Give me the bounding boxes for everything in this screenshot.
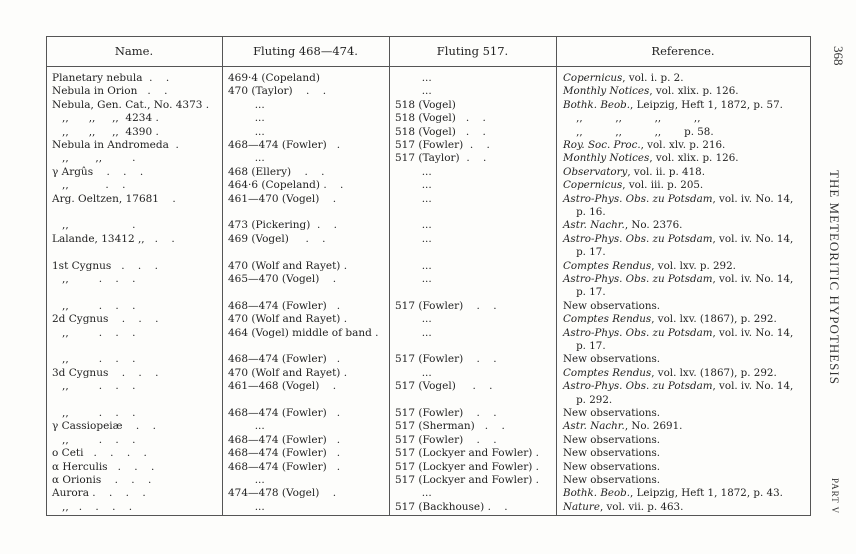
fluting-468-cell: 464 (Vogel) middle of band . [228, 326, 379, 339]
fluting-517-cell: 517 (Fowler) . . [395, 353, 497, 366]
fluting-468-cell: 468—474 (Fowler) . [228, 460, 341, 473]
fluting-517-cell: ... [395, 85, 432, 98]
reference-cell: Astro-Phys. Obs. zu Potsdam, vol. iv. No. 14, [563, 273, 794, 285]
reference-cell: New observations. [563, 407, 661, 419]
name-cell: ,, . . . [52, 299, 136, 312]
reference-cell: Comptes Rendus, vol. lxv. (1867), p. 292. [563, 313, 777, 326]
name-cell: 3d Cygnus . . . [52, 366, 159, 379]
fluting-468-cell: 468 (Ellery) . . [228, 165, 325, 178]
reference-cell: Copernicus, vol. i. p. 2. [563, 72, 684, 84]
reference-cell: Astro-Phys. Obs. zu Potsdam, vol. iv. No. 14, [563, 192, 794, 205]
page-number: 368 [831, 46, 846, 66]
fluting-468-cell: 469·4 (Copeland) [228, 72, 320, 84]
fluting-468-cell: 473 (Pickering) . . [228, 219, 338, 232]
name-cell: Lalande, 13412 ,, . . [52, 232, 175, 245]
header-rule [46, 66, 810, 67]
fluting-468-cell: 468—474 (Fowler) . [228, 353, 341, 366]
name-cell: ,, . . . [52, 353, 136, 366]
name-cell: α Orionis . . . [52, 474, 152, 486]
fluting-468-cell: 468—474 (Fowler) . [228, 447, 341, 460]
reference-cell: Copernicus, vol. iii. p. 205. [563, 179, 704, 192]
reference-cell: New observations. [563, 299, 661, 312]
fluting-468-cell: 464·6 (Copeland) . . [228, 179, 344, 192]
reference-cell: New observations. [563, 433, 661, 446]
reference-cell: Monthly Notices, vol. xlix. p. 126. [563, 152, 739, 165]
header-name: Name. [114, 44, 154, 58]
fluting-468-cell: 474—478 (Vogel) . [228, 487, 337, 500]
reference-cell: Bothk. Beob., Leipzig, Heft 1, 1872, p. 43. [563, 487, 783, 500]
name-cell: γ Argûs . . . [52, 165, 144, 178]
fluting-468-cell: ... [228, 98, 265, 111]
reference-cell: p. 292. [563, 393, 613, 406]
name-cell: γ Cassiopeiæ . . [52, 420, 156, 433]
name-cell: 2d Cygnus . . . [52, 313, 159, 326]
fluting-468-cell: ... [228, 152, 265, 165]
fluting-468-cell: 468—474 (Fowler) . [228, 433, 341, 446]
fluting-468-cell: 470 (Wolf and Rayet) . [228, 313, 348, 326]
name-cell: ,, ,, ,, 4234 . [52, 112, 159, 125]
fluting-517-cell: 517 (Sherman) . . [395, 420, 505, 433]
column-divider [389, 36, 390, 515]
reference-cell: Observatory, vol. ii. p. 418. [563, 165, 705, 178]
fluting-468-cell: ... [228, 125, 265, 138]
reference-cell: New observations. [563, 353, 661, 366]
fluting-517-cell: 517 (Lockyer and Fowler) . [395, 474, 539, 486]
reference-cell: Astro-Phys. Obs. zu Potsdam, vol. iv. No. 14, [563, 232, 794, 245]
reference-cell: p. 16. [563, 206, 606, 218]
name-cell: ,, . . . [52, 380, 136, 393]
fluting-517-cell: 517 (Taylor) . . [395, 152, 487, 165]
fluting-468-cell: 465—470 (Vogel) . [228, 273, 337, 285]
fluting-517-cell: 518 (Vogel) . . [395, 125, 486, 138]
fluting-517-cell: ... [395, 326, 432, 339]
name-cell: 1st Cygnus . . . [52, 259, 158, 272]
fluting-517-cell: ... [395, 192, 432, 205]
reference-cell: p. 17. [563, 340, 606, 352]
part-label: PART V [830, 478, 840, 515]
fluting-517-cell: 517 (Lockyer and Fowler) . [395, 447, 539, 460]
reference-cell: Comptes Rendus, vol. lxv. p. 292. [563, 259, 736, 272]
name-cell: ,, . . . [52, 273, 136, 285]
fluting-468-cell: ... [228, 474, 265, 486]
name-cell: Nebula in Andromeda . [52, 139, 179, 151]
header-fluting-517: Fluting 517. [436, 44, 509, 58]
name-cell: ,, . . . [52, 433, 136, 446]
fluting-517-cell: 518 (Vogel) . . [395, 112, 486, 125]
fluting-517-cell: ... [395, 273, 432, 285]
fluting-517-cell: ... [395, 366, 432, 379]
fluting-517-cell: ... [395, 259, 432, 272]
name-cell: ,, . . . [52, 407, 136, 419]
reference-cell: New observations. [563, 447, 661, 460]
header-reference: Reference. [651, 44, 715, 58]
name-cell: Arg. Oeltzen, 17681 . [52, 192, 176, 205]
reference-cell: Astro-Phys. Obs. zu Potsdam, vol. iv. No. 14, [563, 326, 794, 339]
reference-cell: p. 17. [563, 286, 606, 299]
fluting-517-cell: 517 (Lockyer and Fowler) . [395, 460, 539, 473]
fluting-517-cell: ... [395, 219, 432, 232]
name-cell: α Herculis . . . [52, 460, 155, 473]
reference-cell: New observations. [563, 474, 661, 486]
fluting-517-cell: 517 (Fowler) . . [395, 139, 490, 151]
name-cell: ο Ceti . . . . [52, 447, 147, 460]
name-cell: Planetary nebula . . [52, 72, 170, 84]
fluting-468-cell: 461—470 (Vogel) . [228, 192, 337, 205]
name-cell: ,, . . . [52, 326, 136, 339]
fluting-517-cell: 517 (Fowler) . . [395, 299, 497, 312]
name-cell: ,, . . [52, 179, 126, 192]
fluting-517-cell: ... [395, 487, 432, 500]
reference-cell: Nature, vol. vii. p. 463. [563, 500, 684, 513]
fluting-468-cell: 468—474 (Fowler) . [228, 139, 341, 151]
name-cell: ,, . [52, 219, 136, 232]
fluting-517-cell: 517 (Fowler) . . [395, 407, 497, 419]
fluting-468-cell: ... [228, 420, 265, 433]
fluting-517-cell: ... [395, 72, 432, 84]
fluting-468-cell: 470 (Wolf and Rayet) . [228, 366, 348, 379]
name-cell: ,, ,, . [52, 152, 136, 165]
column-divider [222, 36, 223, 515]
fluting-517-cell: 517 (Backhouse) . . [395, 500, 508, 513]
fluting-468-cell: ... [228, 500, 265, 513]
column-divider [556, 36, 557, 515]
reference-cell: New observations. [563, 460, 661, 473]
reference-cell: Astro-Phys. Obs. zu Potsdam, vol. iv. No. 14, [563, 380, 794, 393]
reference-cell: ,, ,, ,, p. 58. [563, 125, 714, 138]
fluting-468-cell: 470 (Wolf and Rayet) . [228, 259, 348, 272]
fluting-517-cell: 517 (Vogel) . . [395, 380, 493, 393]
reference-cell: Bothk. Beob., Leipzig, Heft 1, 1872, p. 57. [563, 98, 783, 111]
fluting-517-cell: ... [395, 179, 432, 192]
fluting-517-cell: 518 (Vogel) [395, 98, 456, 111]
reference-cell: p. 17. [563, 246, 606, 259]
reference-cell: Astr. Nachr., No. 2376. [563, 219, 683, 232]
reference-cell: Monthly Notices, vol. xlix. p. 126. [563, 85, 739, 98]
fluting-468-cell: 461—468 (Vogel) . [228, 380, 337, 393]
running-title: THE METEORITIC HYPOTHESIS [827, 170, 842, 385]
reference-cell: ,, ,, ,, ,, [563, 112, 701, 125]
reference-cell: Astr. Nachr., No. 2691. [563, 420, 683, 433]
fluting-468-cell: ... [228, 112, 265, 125]
name-cell: Aurora . . . . [52, 487, 146, 500]
fluting-468-cell: 468—474 (Fowler) . [228, 407, 341, 419]
fluting-468-cell: 470 (Taylor) . . [228, 85, 327, 98]
fluting-517-cell: ... [395, 232, 432, 245]
reference-cell: Comptes Rendus, vol. lxv. (1867), p. 292. [563, 366, 777, 379]
name-cell: Nebula in Orion . . [52, 85, 168, 98]
fluting-468-cell: 468—474 (Fowler) . [228, 299, 341, 312]
name-cell: Nebula, Gen. Cat., No. 4373 . [52, 98, 210, 111]
name-cell: ,, . . . . [52, 500, 133, 513]
fluting-517-cell: ... [395, 165, 432, 178]
fluting-468-cell: 469 (Vogel) . . [228, 232, 326, 245]
fluting-517-cell: 517 (Fowler) . . [395, 433, 497, 446]
fluting-517-cell: ... [395, 313, 432, 326]
header-fluting-468: Fluting 468—474. [253, 44, 358, 58]
name-cell: ,, ,, ,, 4390 . [52, 125, 159, 138]
reference-cell: Roy. Soc. Proc., vol. xlv. p. 216. [563, 139, 726, 151]
